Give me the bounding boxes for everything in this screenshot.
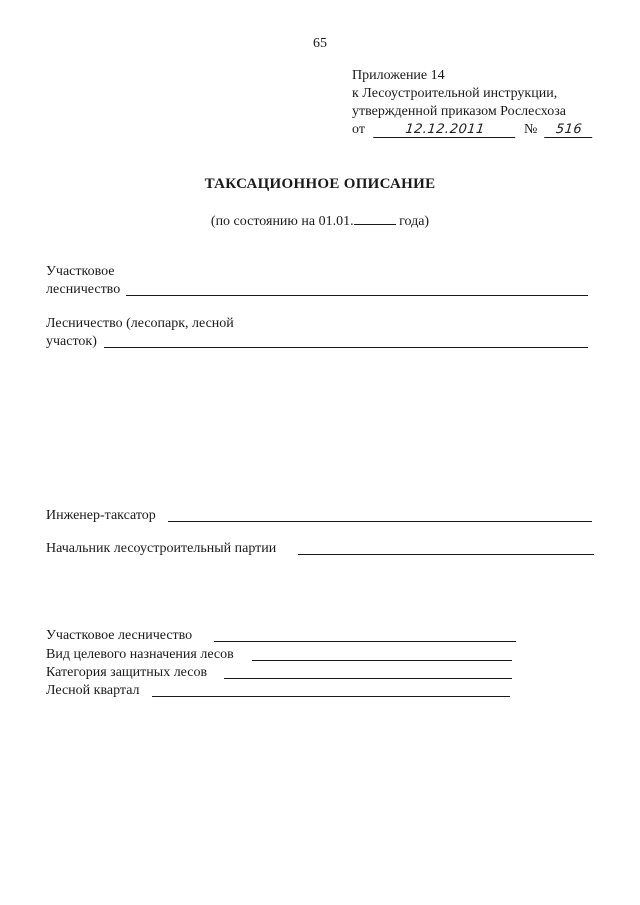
party-head-field[interactable] — [298, 554, 594, 555]
appendix-approval: утвержденной приказом Рослесхоза — [352, 104, 566, 119]
forestry-field[interactable] — [104, 347, 588, 348]
subtitle-suffix: года) — [395, 214, 430, 229]
document-subtitle — [0, 211, 640, 230]
protective-category-field[interactable] — [224, 678, 512, 679]
forest-purpose-field[interactable] — [252, 660, 512, 661]
appendix-header — [352, 67, 593, 139]
district-forestry-field[interactable] — [126, 295, 588, 296]
appendix-reference: к Лесоустроительной инструкции, — [352, 86, 558, 101]
forest-purpose-label: Вид целевого назначения лесов — [46, 647, 234, 662]
forestry-label-line1: Лесничество (лесопарк, лесной — [46, 316, 234, 331]
district-forestry-label-line1: Участковое — [46, 264, 115, 279]
district-forestry-bottom-field[interactable] — [214, 641, 516, 642]
page-number: 65 — [313, 36, 327, 51]
document-title: ТАКСАЦИОННОЕ ОПИСАНИЕ — [204, 176, 436, 192]
number-sign: № — [523, 122, 538, 137]
forestry-label-line2: участок) — [46, 334, 97, 349]
order-date: 12.12.2011 — [374, 122, 518, 138]
order-number: 516 — [544, 122, 594, 138]
engineer-field[interactable] — [168, 521, 592, 522]
appendix-order-line — [352, 121, 593, 139]
protective-category-label: Категория защитных лесов — [46, 665, 208, 680]
forest-quarter-field[interactable] — [152, 696, 510, 697]
appendix-title: Приложение 14 — [352, 68, 445, 83]
district-forestry-label-line2: лесничество — [46, 282, 121, 297]
from-label: от — [352, 122, 365, 137]
year-blank[interactable] — [354, 211, 396, 225]
district-forestry-bottom-label: Участковое лесничество — [46, 628, 193, 643]
engineer-label: Инженер-таксатор — [46, 508, 156, 523]
forest-quarter-label: Лесной квартал — [46, 683, 140, 698]
party-head-label: Начальник лесоустроительный партии — [46, 541, 277, 556]
subtitle-prefix: (по состоянию на 01.01. — [210, 214, 354, 229]
